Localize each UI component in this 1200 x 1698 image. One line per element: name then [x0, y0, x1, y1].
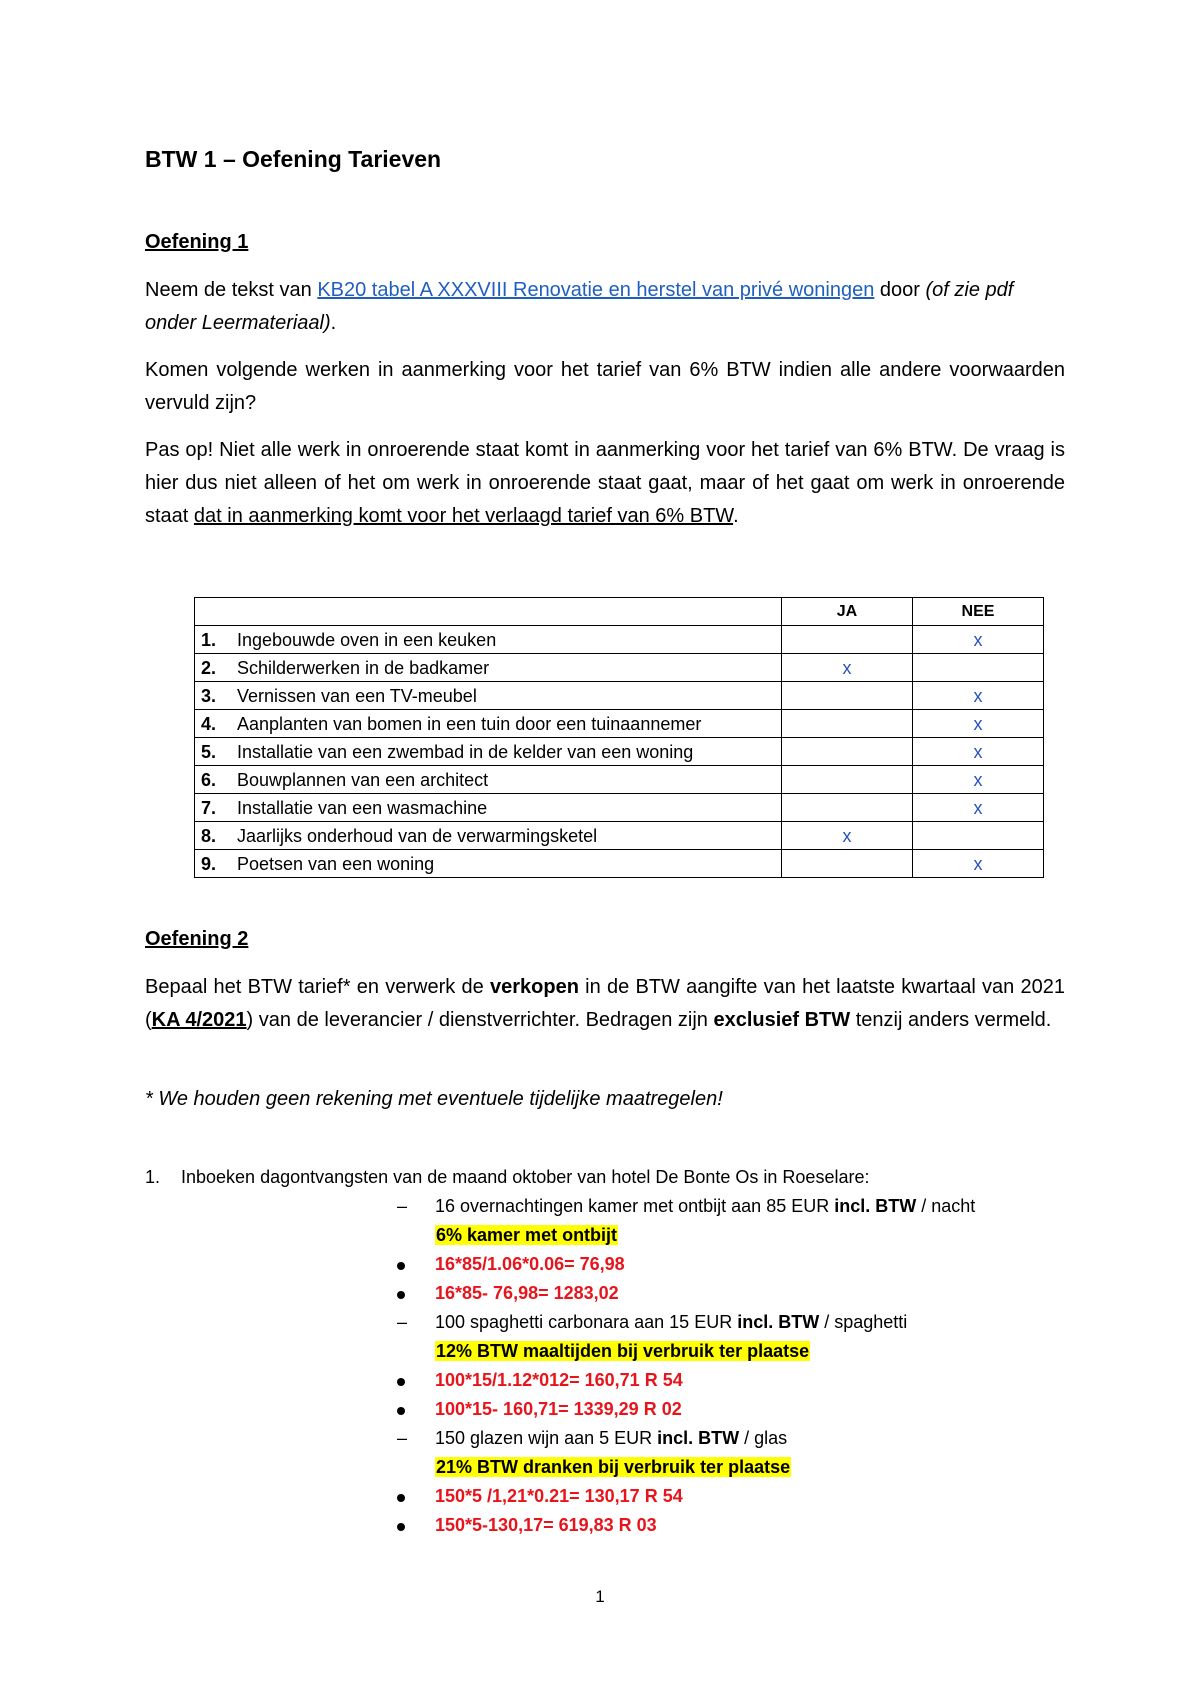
table-row [195, 850, 1044, 878]
bullet-icon [397, 1378, 405, 1386]
oefening-2-instruction [145, 971, 1065, 1037]
p1-bold-verkopen: verkopen [490, 976, 579, 998]
intro-text: Neem de tekst van [145, 279, 318, 301]
list-item-number: 1. [145, 1167, 161, 1187]
row-ja-mark [782, 626, 913, 654]
highlighted-answer: 6% kamer met ontbijt [436, 1225, 618, 1245]
sub-text: 150 glazen wijn aan 5 EUR [435, 1428, 658, 1448]
row-description: Poetsen van een woning [227, 850, 782, 878]
row-nee-mark [913, 822, 1044, 850]
intro-text-mid: door [874, 279, 926, 301]
header-empty [195, 598, 782, 626]
highlighted-answer: 21% BTW dranken bij verbruik ter plaatse [436, 1457, 791, 1477]
warning-text: Pas op! Niet alle werk in onroerende staat komt in aanmerking voor het tarief van 6% BTW. De vraag is hier dus niet alleen of het om werk in onroerende staat gaat, maar of het gaat om werk in onroerende staat [145, 439, 1065, 527]
oefening-1-question: Komen volgende werken in aanmerking voor het tarief van 6% BTW indien alle andere voorwaarden vervuld zijn? [145, 359, 1065, 414]
row-nee-mark: x [913, 850, 1044, 878]
sub-end: / nacht [916, 1196, 976, 1216]
row-description: Jaarlijks onderhoud van de verwarmingsketel [227, 822, 782, 850]
row-description: Aanplanten van bomen in een tuin door een tuinaannemer [227, 710, 782, 738]
bullet-icon [397, 1494, 405, 1502]
sub-end: / glas [739, 1428, 788, 1448]
calc-b-2 [145, 1395, 1065, 1424]
table-row [195, 626, 1044, 654]
row-ja-mark [782, 738, 913, 766]
sub-bold: incl. BTW [657, 1428, 740, 1448]
answer-c [145, 1453, 1065, 1482]
row-ja-mark: x [782, 822, 913, 850]
kb20-link[interactable]: KB20 tabel A XXXVIII Renovatie en herstel van privé woningen [317, 279, 875, 301]
sub-text: 16 overnachtingen kamer met ontbijt aan 85 EUR [435, 1196, 835, 1216]
p1-text-e: ) van de leverancier / dienstverrichter. Bedragen zijn [246, 1009, 714, 1031]
row-number: 7. [195, 794, 228, 822]
table-row [195, 682, 1044, 710]
calculation: 16*85- 76,98= 1283,02 [435, 1283, 619, 1303]
answer-b [145, 1337, 1065, 1366]
header-nee: NEE [913, 598, 1044, 626]
row-nee-mark: x [913, 794, 1044, 822]
werken-table [194, 597, 1044, 878]
table-row [195, 766, 1044, 794]
row-description: Bouwplannen van een architect [227, 766, 782, 794]
sub-end: / spaghetti [819, 1312, 908, 1332]
dash-bullet-icon: – [397, 1312, 408, 1332]
p1-text-g: tenzij anders vermeld. [850, 1009, 1052, 1031]
header-ja: JA [782, 598, 913, 626]
row-number: 4. [195, 710, 228, 738]
row-nee-mark: x [913, 626, 1044, 654]
page-number: 1 [595, 1587, 605, 1606]
row-number: 5. [195, 738, 228, 766]
row-nee-mark: x [913, 710, 1044, 738]
warning-end: . [733, 505, 739, 527]
oefening-2-list [145, 1163, 1065, 1540]
row-ja-mark [782, 710, 913, 738]
row-ja-mark [782, 794, 913, 822]
row-description: Schilderwerken in de badkamer [227, 654, 782, 682]
table-header-row [195, 598, 1044, 626]
row-description: Ingebouwde oven in een keuken [227, 626, 782, 654]
intro-italic: (of zie pdf onder Leermateriaal) [145, 279, 1014, 334]
row-ja-mark [782, 766, 913, 794]
row-description: Vernissen van een TV-meubel [227, 682, 782, 710]
table-row [195, 794, 1044, 822]
list-item-text: Inboeken dagontvangsten van de maand oktober van hotel De Bonte Os in Roeselare: [181, 1167, 870, 1187]
section-heading-oefening-1: Oefening 1 [145, 231, 249, 253]
p1-bold-ka: KA 4/2021 [151, 1009, 247, 1031]
calc-a-2 [145, 1279, 1065, 1308]
row-ja-mark: x [782, 654, 913, 682]
dash-bullet-icon: – [397, 1428, 408, 1448]
p1-text-a: Bepaal het BTW tarief* en verwerk de [145, 976, 490, 998]
table-row [195, 822, 1044, 850]
table-row [195, 654, 1044, 682]
calculation: 16*85/1.06*0.06= 76,98 [435, 1254, 625, 1274]
sub-text: 100 spaghetti carbonara aan 15 EUR [435, 1312, 738, 1332]
table-row [195, 738, 1044, 766]
row-nee-mark [913, 654, 1044, 682]
bullet-icon [397, 1407, 405, 1415]
list-item-1 [145, 1163, 1065, 1192]
dash-bullet-icon: – [397, 1196, 408, 1216]
row-description: Installatie van een wasmachine [227, 794, 782, 822]
answer-a [145, 1221, 1065, 1250]
row-number: 2. [195, 654, 228, 682]
row-number: 9. [195, 850, 228, 878]
row-nee-mark: x [913, 682, 1044, 710]
calculation: 150*5 /1,21*0.21= 130,17 R 54 [435, 1486, 683, 1506]
sub-bold: incl. BTW [737, 1312, 820, 1332]
table-row [195, 710, 1044, 738]
calc-c-1 [145, 1482, 1065, 1511]
intro-end: . [330, 312, 337, 334]
sub-item-a [145, 1192, 1065, 1221]
calc-c-2 [145, 1511, 1065, 1540]
calculation: 100*15- 160,71= 1339,29 R 02 [435, 1399, 682, 1419]
sub-item-b [145, 1308, 1065, 1337]
row-ja-mark [782, 850, 913, 878]
oefening-2-note: * We houden geen rekening met eventuele tijdelijke maatregelen! [145, 1088, 723, 1110]
calculation: 150*5-130,17= 619,83 R 03 [435, 1515, 657, 1535]
calc-a-1 [145, 1250, 1065, 1279]
sub-bold: incl. BTW [834, 1196, 917, 1216]
bullet-icon [397, 1262, 405, 1270]
p1-bold-exclusief: exclusief BTW [713, 1009, 851, 1031]
bullet-icon [397, 1523, 405, 1531]
row-number: 1. [195, 626, 228, 654]
highlighted-answer: 12% BTW maaltijden bij verbruik ter plaatse [436, 1341, 810, 1361]
document-title: BTW 1 – Oefening Tarieven [145, 146, 442, 172]
row-description: Installatie van een zwembad in de kelder van een woning [227, 738, 782, 766]
bullet-icon [397, 1291, 405, 1299]
row-number: 3. [195, 682, 228, 710]
sub-item-c [145, 1424, 1065, 1453]
row-number: 6. [195, 766, 228, 794]
oefening-1-intro [145, 274, 1065, 340]
row-number: 8. [195, 822, 228, 850]
calc-b-1 [145, 1366, 1065, 1395]
calculation: 100*15/1.12*012= 160,71 R 54 [435, 1370, 683, 1390]
oefening-1-warning [145, 434, 1065, 533]
warning-underlined: dat in aanmerking komt voor het verlaagd tarief van 6% BTW [193, 505, 734, 527]
row-nee-mark: x [913, 766, 1044, 794]
row-nee-mark: x [913, 738, 1044, 766]
section-heading-oefening-2: Oefening 2 [145, 928, 249, 950]
p1-text-c: in de BTW aangifte van het laatste kwartaal van 2021 ( [145, 976, 1066, 1031]
row-ja-mark [782, 682, 913, 710]
